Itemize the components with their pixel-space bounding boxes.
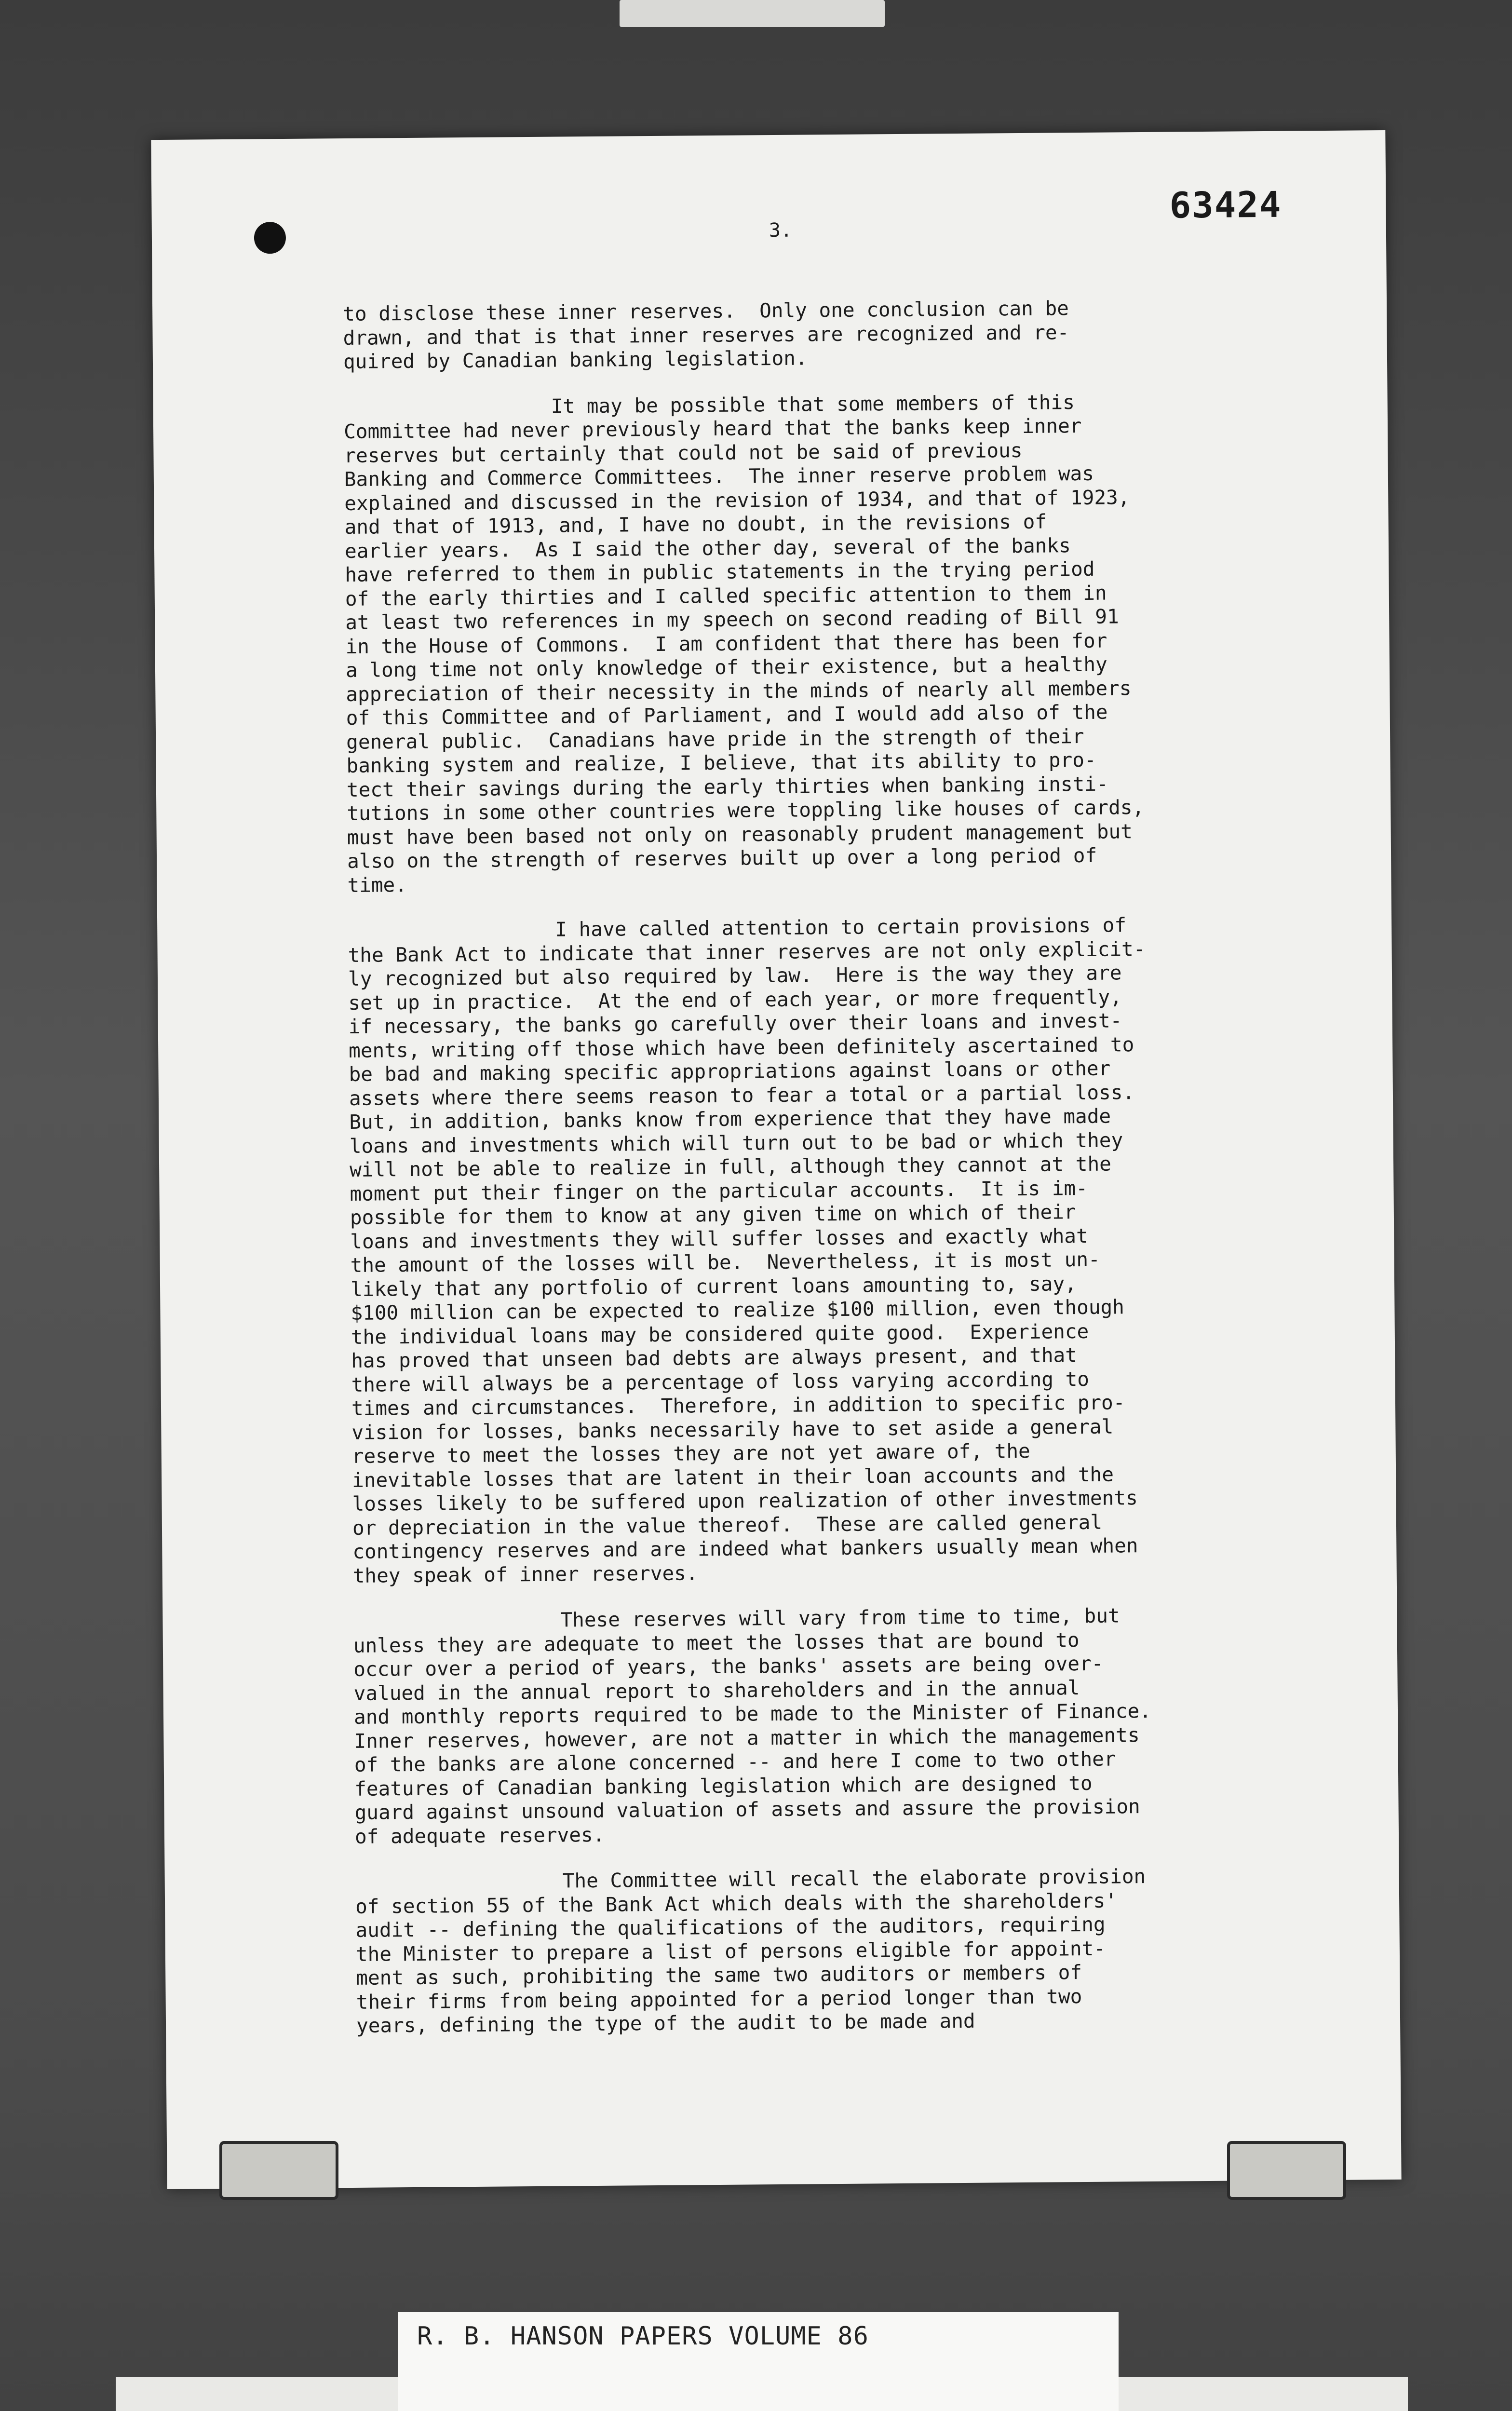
text-line: of section 55 of the Bank Act which deals with the shareholders' — [355, 1888, 1118, 1918]
text-line: be bad and making specific appropriations against loans or other — [349, 1057, 1111, 1086]
text-line: losses likely to be suffered upon realization of other investments — [352, 1486, 1138, 1516]
text-line: These reserves will vary from time to time, but — [560, 1604, 1120, 1632]
text-line: $100 million can be expected to realize $100 million, even though — [351, 1295, 1125, 1325]
text-line: in the House of Commons. I am confident that there has been for — [345, 629, 1107, 658]
text-line: inevitable losses that are latent in their loan accounts and the — [352, 1463, 1114, 1492]
collection-label — [398, 2312, 1119, 2411]
document-stamp-number: 63424 — [1169, 184, 1282, 227]
text-line: explained and discussed in the revision of 1934, and that of 1923, — [344, 485, 1130, 515]
text-line: of the early thirties and I called specific attention to them in — [345, 581, 1107, 610]
text-line: loans and investments they will suffer losses and exactly what — [350, 1224, 1088, 1253]
paragraph — [343, 295, 1308, 374]
text-line: has proved that unseen bad debts are always present, and that — [351, 1343, 1078, 1372]
text-line: I have called attention to certain provisions of — [555, 913, 1127, 941]
text-line: their firms from being appointed for a period longer than two — [356, 1984, 1082, 2014]
text-line: Inner reserves, however, are not a matter in which the managements — [354, 1723, 1140, 1753]
text-line: time. — [347, 873, 407, 897]
text-line: if necessary, the banks go carefully over their loans and invest- — [348, 1009, 1122, 1038]
text-line: ly recognized but also required by law. Here is the way they are — [348, 961, 1122, 990]
top-clip — [620, 0, 885, 27]
text-line: Banking and Commerce Committees. The inner reserve problem was — [344, 461, 1094, 491]
page-number: 3. — [769, 219, 793, 242]
text-line: must have been based not only on reasonably prudent management but — [347, 819, 1133, 849]
text-line: set up in practice. At the end of each year, or more frequently, — [348, 985, 1122, 1015]
text-line: the amount of the losses will be. Nevertheless, it is most un- — [350, 1247, 1100, 1277]
text-line: tutions in some other countries were toppling like houses of cards, — [347, 795, 1145, 825]
text-line: assets where there seems reason to fear a total or a partial loss. — [349, 1080, 1135, 1110]
text-line: reserves but certainly that could not be said of previous — [344, 438, 1023, 467]
text-line: moment put their finger on the particular accounts. It is im- — [350, 1176, 1088, 1206]
text-line: Committee had never previously heard that the banks keep inner — [343, 414, 1082, 443]
text-line: unless they are adequate to meet the losses that are bound to — [353, 1628, 1080, 1657]
text-line: or depreciation in the value thereof. These are called general — [352, 1510, 1103, 1540]
text-line: banking system and realize, I believe, that its ability to pro- — [346, 748, 1096, 777]
text-line: valued in the annual report to shareholders and in the annual — [353, 1676, 1080, 1705]
text-line: of the banks are alone concerned -- and here I come to two other — [354, 1747, 1116, 1776]
text-line: a long time not only knowledge of their existence, but a healthy — [345, 652, 1107, 682]
text-line: loans and investments which will turn out to be bad or which they — [349, 1128, 1123, 1158]
text-line: the Minister to prepare a list of persons eligible for appoint- — [355, 1937, 1106, 1966]
text-line: of adequate reserves. — [354, 1823, 605, 1848]
text-line: years, defining the type of the audit to be made and — [356, 2009, 975, 2037]
text-line: appreciation of their necessity in the minds of nearly all members — [346, 676, 1132, 706]
text-line: possible for them to know at any given time on which of their — [350, 1200, 1076, 1229]
text-line: contingency reserves and are indeed what bankers usually mean when — [352, 1534, 1138, 1563]
text-line: to disclose these inner reserves. Only one conclusion can be — [343, 297, 1069, 326]
bottom-clip-left — [219, 2141, 338, 2200]
text-line: they speak of inner reserves. — [352, 1561, 698, 1587]
paragraph — [353, 1602, 1319, 1849]
paragraph — [344, 389, 1312, 897]
text-line: occur over a period of years, the banks' assets are being over- — [353, 1652, 1104, 1681]
text-line: likely that any portfolio of current loans amounting to, say, — [350, 1272, 1077, 1301]
text-line: of this Committee and of Parliament, and I would add also of the — [346, 700, 1108, 730]
text-line: audit -- defining the qualifications of the auditors, requiring — [355, 1912, 1106, 1942]
text-line: But, in addition, banks know from experience that they have made — [349, 1104, 1111, 1134]
text-line: vision for losses, banks necessarily have to set aside a general — [351, 1415, 1114, 1444]
text-line: the individual loans may be considered quite good. Experience — [351, 1319, 1089, 1349]
text-line: the Bank Act to indicate that inner reserves are not only explicit- — [348, 937, 1146, 967]
text-line: drawn, and that is that inner reserves are recognized and re- — [343, 320, 1069, 350]
text-line: have referred to them in public statements in the trying period — [345, 557, 1095, 586]
text-line: and monthly reports required to be made to the Minister of Finance. — [353, 1699, 1152, 1729]
text-line: will not be able to realize in full, although they cannot at the — [349, 1152, 1112, 1181]
text-line: The Committee will recall the elaborate provision — [562, 1865, 1146, 1893]
text-line: at least two references in my speech on second reading of Bill 91 — [345, 605, 1119, 634]
bottom-clip-right — [1227, 2141, 1346, 2200]
text-line: features of Canadian banking legislation which are designed to — [354, 1771, 1093, 1801]
text-line: guard against unsound valuation of assets and assure the provision — [354, 1795, 1140, 1824]
paragraph — [348, 912, 1317, 1588]
text-line: times and circumstances. Therefore, in addition to specific pro- — [351, 1391, 1125, 1420]
document-page — [151, 130, 1401, 2189]
punch-hole — [254, 222, 286, 254]
text-line: earlier years. As I said the other day, several of the banks — [344, 533, 1071, 563]
text-line: tect their savings during the early thirties when banking insti- — [346, 772, 1108, 801]
text-line: reserve to meet the losses they are not yet aware of, the — [351, 1439, 1030, 1468]
text-line: ments, writing off those which have been definitely ascertained to — [349, 1032, 1134, 1062]
collection-label-text: R. B. HANSON PAPERS VOLUME 86 — [417, 2322, 869, 2351]
document-body — [343, 295, 1321, 2060]
paragraph — [355, 1863, 1321, 2038]
text-line: It may be possible that some members of this — [551, 390, 1075, 418]
text-line: also on the strength of reserves built up over a long period of — [347, 843, 1097, 873]
text-line: there will always be a percentage of loss varying according to — [351, 1367, 1090, 1396]
text-line: ment as such, prohibiting the same two auditors or members of — [356, 1961, 1082, 1990]
text-line: general public. Canadians have pride in the strength of their — [346, 724, 1084, 754]
text-line: quired by Canadian banking legislation. — [343, 346, 808, 374]
text-line: and that of 1913, and, I have no doubt, in the revisions of — [344, 510, 1047, 539]
